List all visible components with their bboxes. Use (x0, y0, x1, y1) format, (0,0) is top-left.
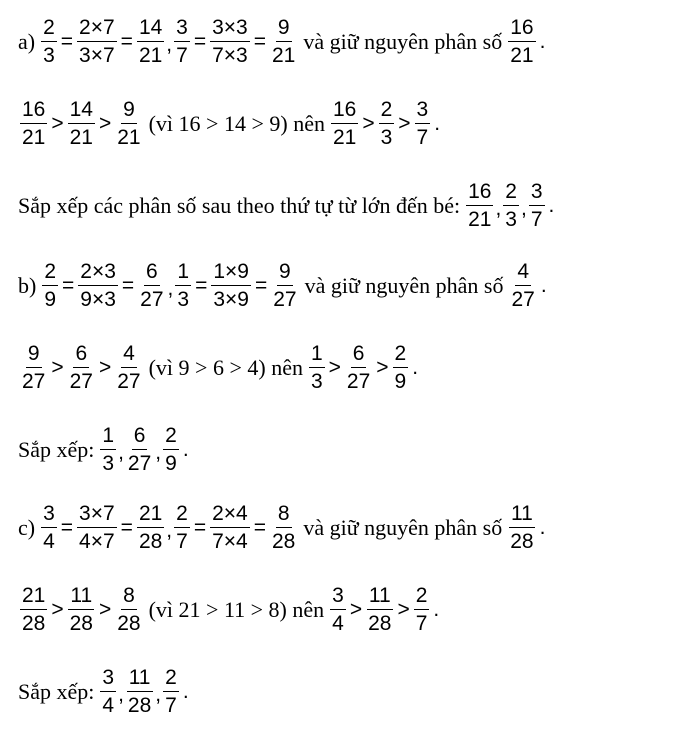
fraction: $\frac{3}{4}$ (43, 502, 55, 554)
equals-sign: = (195, 273, 208, 297)
period: . (412, 355, 419, 379)
period: . (434, 111, 441, 135)
fraction: $\frac{2}{7}$ (415, 584, 428, 636)
part-label: c) (18, 514, 36, 540)
fraction: $\frac{11}{28}$ (368, 584, 392, 636)
greater-sign: > (98, 355, 112, 379)
comma: , (118, 683, 124, 707)
fraction: $\frac{2}{7}$ (165, 666, 177, 718)
equals-sign: = (193, 29, 207, 53)
ordering-text: Sắp xếp: (18, 436, 95, 462)
part-a-line-1 (18, 16, 547, 67)
period: . (540, 273, 547, 297)
fraction: $\frac{2}{3}$ (505, 180, 517, 232)
fraction: $\frac{2}{7}$ (176, 502, 188, 554)
part-a-line-3 (18, 180, 556, 231)
fraction: $\frac{2}{9}$ (394, 342, 407, 394)
fraction: $\frac{9}{27}$ (273, 260, 297, 312)
period: . (182, 437, 189, 461)
period: . (548, 193, 555, 217)
fraction: $\frac{3\times 7}{4\times 7}$ (79, 502, 115, 554)
equals-sign: = (253, 29, 266, 53)
fraction: $\frac{8}{28}$ (271, 502, 296, 554)
fraction: $\frac{2}{3}$ (43, 16, 55, 68)
part-label: b) (18, 272, 37, 298)
explanation-text: và giữ nguyên phân số (303, 514, 503, 540)
fraction: $\frac{3}{7}$ (176, 16, 188, 68)
equals-sign: = (60, 29, 74, 53)
part-a-line-2 (18, 98, 442, 149)
part-b-line-3 (18, 424, 191, 475)
fraction: $\frac{3}{7}$ (416, 98, 429, 150)
reason-text: (vì 9 > 6 > 4) nên (148, 354, 303, 380)
equals-sign: = (253, 515, 266, 539)
fraction: $\frac{14}{21}$ (69, 98, 93, 150)
fraction: $\frac{21}{28}$ (22, 584, 46, 636)
fraction: $\frac{2}{3}$ (380, 98, 393, 150)
fraction: $\frac{9}{21}$ (117, 98, 141, 150)
equals-sign: = (60, 515, 74, 539)
fraction: $\frac{16}{21}$ (510, 16, 534, 68)
fraction: $\frac{16}{21}$ (468, 180, 492, 232)
fraction: $\frac{1}{3}$ (310, 342, 323, 394)
equals-sign: = (120, 29, 133, 53)
fraction: $\frac{3}{4}$ (332, 584, 344, 636)
fraction: $\frac{4}{27}$ (511, 260, 535, 312)
greater-sign: > (328, 355, 341, 379)
greater-sign: > (51, 597, 64, 621)
fraction: $\frac{3\times 3}{7\times 3}$ (212, 16, 248, 68)
fraction: $\frac{6}{27}$ (69, 342, 93, 394)
comma: , (155, 683, 162, 707)
explanation-text: và giữ nguyên phân số (303, 28, 503, 54)
fraction: $\frac{11}{28}$ (127, 666, 152, 718)
greater-sign: > (398, 111, 411, 135)
comma: , (118, 441, 124, 465)
part-c-line-3 (18, 666, 191, 717)
fraction: $\frac{2\times 3}{9\times 3}$ (80, 260, 116, 312)
greater-sign: > (349, 597, 363, 621)
greater-sign: > (51, 355, 64, 379)
equals-sign: = (120, 515, 133, 539)
fraction: $\frac{2}{9}$ (165, 424, 177, 476)
fraction: $\frac{8}{28}$ (117, 584, 141, 636)
greater-sign: > (397, 597, 410, 621)
period: . (182, 679, 189, 703)
fraction: $\frac{6}{27}$ (127, 424, 152, 476)
fraction: $\frac{2\times 7}{3\times 7}$ (79, 16, 115, 68)
period: . (539, 29, 546, 53)
comma: , (495, 197, 502, 221)
fraction: $\frac{1}{3}$ (102, 424, 115, 476)
fraction: $\frac{9}{21}$ (271, 16, 296, 68)
part-b-line-1 (18, 260, 549, 311)
fraction: $\frac{2\times 4}{7\times 4}$ (212, 502, 248, 554)
part-b-line-2 (18, 342, 420, 393)
equals-sign: = (121, 273, 135, 297)
ordering-text: Sắp xếp các phân số sau theo thứ tự từ lớn đến bé: (18, 192, 461, 218)
greater-sign: > (51, 111, 64, 135)
fraction: $\frac{6}{27}$ (140, 260, 164, 312)
greater-sign: > (376, 355, 389, 379)
fraction: $\frac{2}{9}$ (44, 260, 57, 312)
equals-sign: = (193, 515, 207, 539)
period: . (433, 597, 440, 621)
reason-text: (vì 21 > 11 > 8) nên (148, 596, 325, 622)
fraction: $\frac{14}{21}$ (138, 16, 163, 68)
fraction: $\frac{11}{28}$ (510, 502, 534, 554)
period: . (539, 515, 546, 539)
part-c-line-1 (18, 502, 547, 553)
comma: , (166, 519, 173, 543)
greater-sign: > (362, 111, 375, 135)
greater-sign: > (98, 597, 112, 621)
comma: , (166, 33, 173, 57)
part-label: a) (18, 28, 36, 54)
fraction: $\frac{3}{4}$ (102, 666, 115, 718)
fraction: $\frac{21}{28}$ (138, 502, 163, 554)
fraction: $\frac{6}{27}$ (346, 342, 371, 394)
greater-sign: > (98, 111, 112, 135)
ordering-text: Sắp xếp: (18, 678, 95, 704)
explanation-text: và giữ nguyên phân số (304, 272, 504, 298)
fraction: $\frac{16}{21}$ (332, 98, 357, 150)
comma: , (167, 277, 174, 301)
comma: , (155, 441, 162, 465)
equals-sign: = (62, 273, 75, 297)
fraction: $\frac{1}{3}$ (177, 260, 190, 312)
fraction: $\frac{4}{27}$ (117, 342, 141, 394)
comma: , (520, 197, 527, 221)
reason-text: (vì 16 > 14 > 9) nên (148, 110, 325, 136)
fraction: $\frac{16}{21}$ (22, 98, 46, 150)
fraction: $\frac{9}{27}$ (22, 342, 46, 394)
equals-sign: = (254, 273, 268, 297)
fraction: $\frac{3}{7}$ (530, 180, 543, 232)
fraction: $\frac{1\times 9}{3\times 9}$ (213, 260, 249, 312)
fraction: $\frac{11}{28}$ (69, 584, 93, 636)
part-c-line-2 (18, 584, 441, 635)
